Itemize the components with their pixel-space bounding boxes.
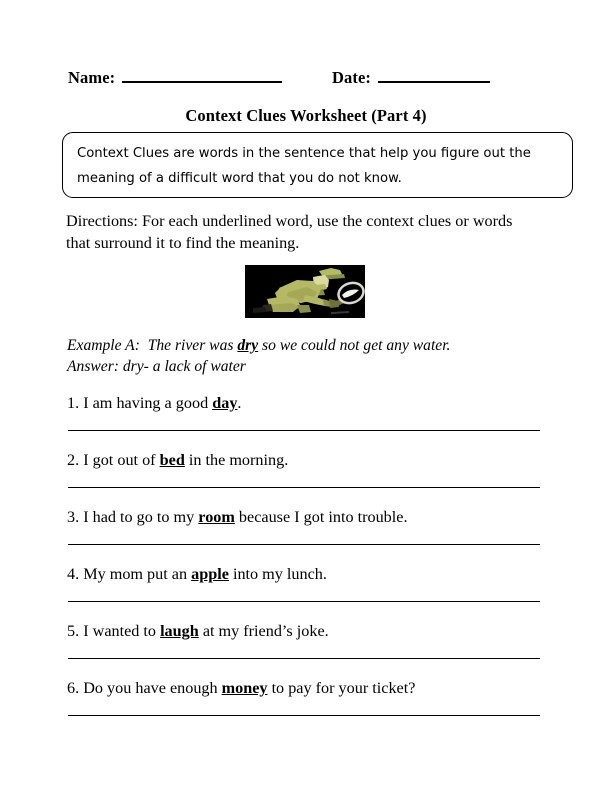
question-underlined-word-2: bed (159, 451, 185, 469)
question-after-6: to pay for your ticket? (267, 679, 416, 697)
question-item-2 (67, 450, 541, 507)
question-item-1 (67, 393, 541, 450)
example-spacer (140, 337, 148, 354)
question-underlined-word-3: room (198, 508, 235, 526)
question-text-2 (67, 450, 541, 470)
answer-line-4[interactable] (68, 601, 540, 602)
directions-text: Directions: For each underlined word, use the context clues or words that surround it to find the meaning. (66, 212, 513, 252)
question-text-5 (67, 621, 541, 641)
question-item-5 (67, 621, 541, 678)
definition-text: Context Clues are words in the sentence that help you figure out the meaning of a difficult word that you do not know. (77, 146, 531, 186)
date-input[interactable] (378, 68, 490, 83)
question-text-3 (67, 507, 541, 527)
name-input[interactable] (122, 68, 282, 83)
example-underlined-word: dry (237, 337, 259, 354)
question-before-6: Do you have enough (79, 679, 222, 697)
example-sentence-before: The river was (147, 337, 238, 354)
question-after-4: into my lunch. (228, 565, 327, 583)
question-underlined-word-5: laugh (160, 622, 199, 640)
question-text-1 (67, 393, 541, 413)
question-number-5: 5. (67, 622, 80, 640)
question-before-3: I had to go to my (79, 508, 199, 526)
date-label: Date: (332, 68, 371, 87)
question-item-6 (67, 678, 541, 735)
question-after-3: because I got into trouble. (234, 508, 408, 526)
question-after-2: in the morning. (184, 451, 289, 469)
question-number-4: 4. (67, 565, 80, 583)
answer-line-5[interactable] (68, 658, 540, 659)
definition-box (62, 132, 573, 198)
question-number-2: 2. (67, 451, 80, 469)
question-text-4 (67, 564, 541, 584)
detective-with-magnifying-glass-image (245, 265, 365, 318)
question-number-6: 6. (67, 679, 80, 697)
example-label: Example A: (67, 337, 140, 354)
question-before-1: I am having a good (79, 394, 213, 412)
page-title: Context Clues Worksheet (Part 4) (185, 106, 427, 125)
name-date-row (68, 68, 544, 94)
name-label: Name: (68, 68, 116, 87)
question-after-5: at my friend’s joke. (198, 622, 329, 640)
answer-line-6[interactable] (68, 715, 540, 716)
answer-line-1[interactable] (68, 430, 540, 431)
question-item-4 (67, 564, 541, 621)
example-block (67, 336, 537, 377)
example-sentence-after: so we could not get any water. (258, 337, 451, 354)
question-underlined-word-1: day (212, 394, 238, 412)
name-field-group (68, 68, 282, 88)
question-underlined-word-4: apple (191, 565, 229, 583)
questions-list (67, 393, 541, 735)
question-text-6 (67, 678, 541, 698)
example-sentence (67, 336, 537, 357)
question-after-1: . (237, 394, 242, 412)
question-before-2: I got out of (79, 451, 160, 469)
answer-line-2[interactable] (68, 487, 540, 488)
question-before-5: I wanted to (79, 622, 161, 640)
date-field-group (332, 68, 490, 88)
answer-line-3[interactable] (68, 544, 540, 545)
question-number-3: 3. (67, 508, 80, 526)
question-number-1: 1. (67, 394, 80, 412)
question-item-3 (67, 507, 541, 564)
example-answer: Answer: dry- a lack of water (67, 357, 246, 375)
question-underlined-word-6: money (221, 679, 268, 697)
question-before-4: My mom put an (79, 565, 192, 583)
